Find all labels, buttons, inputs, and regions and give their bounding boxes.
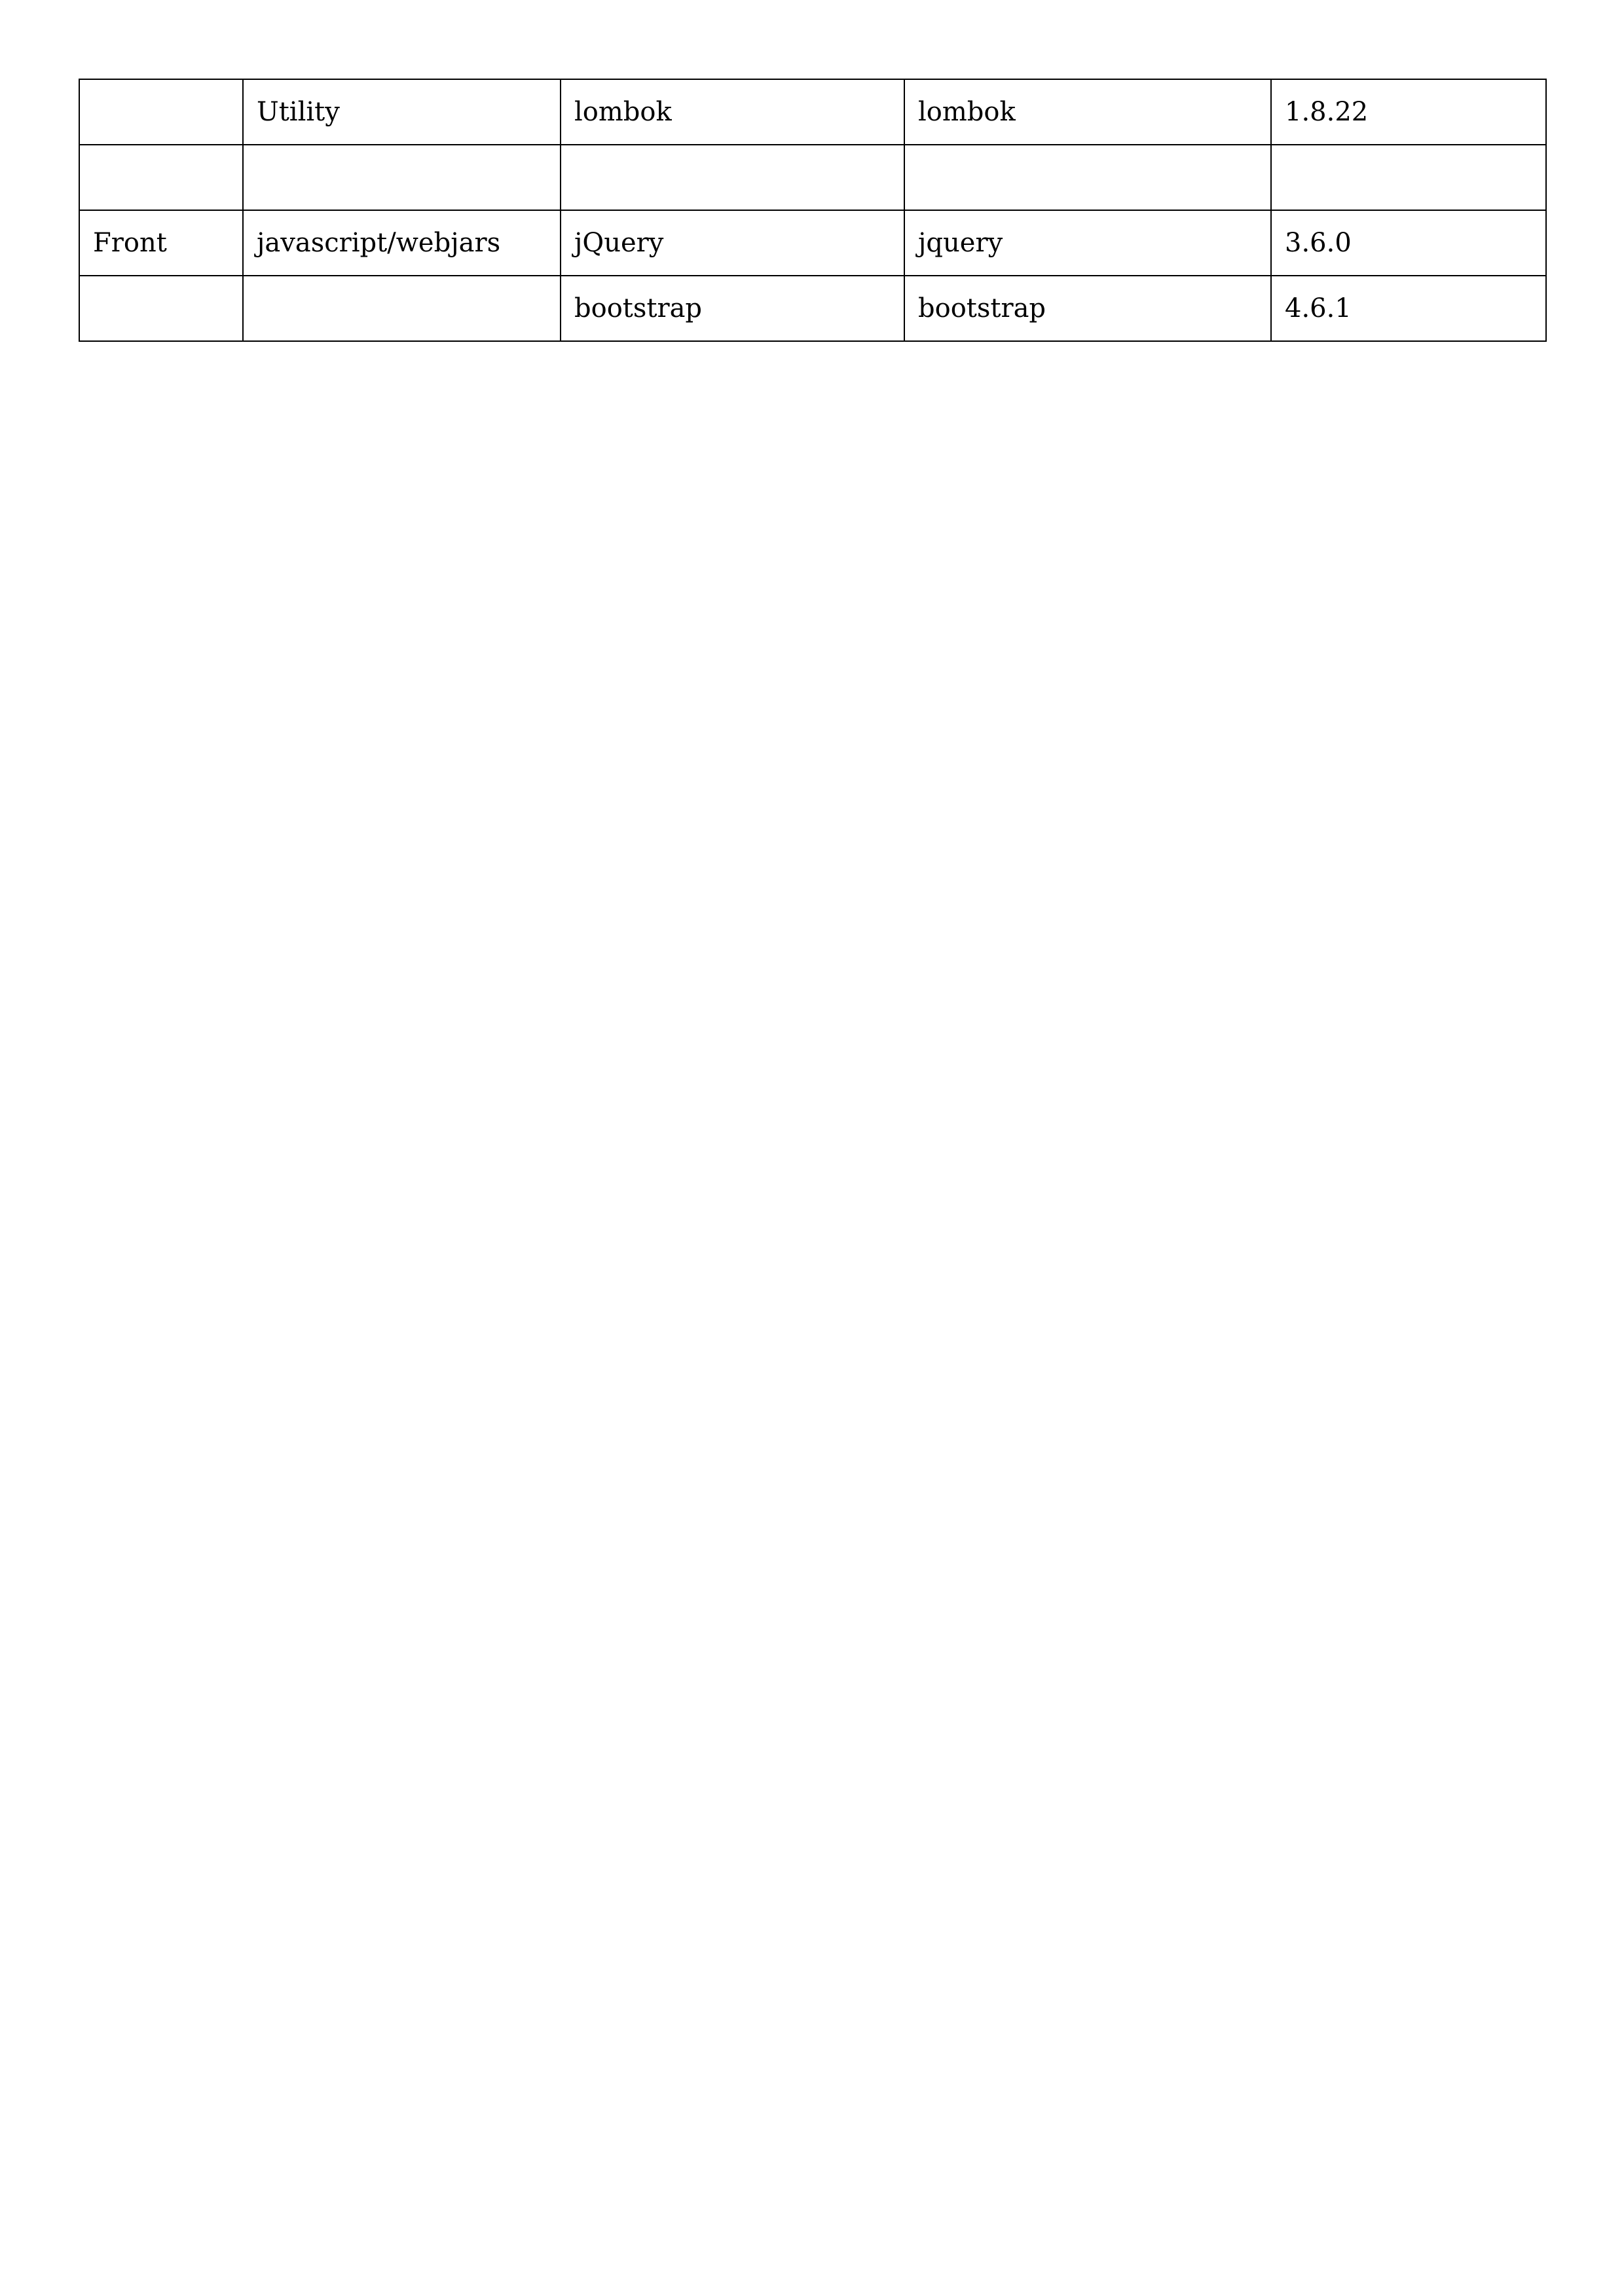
table-cell-type — [243, 145, 561, 210]
table-cell-technology — [561, 145, 904, 210]
table-cell-category — [79, 276, 243, 341]
table-row — [79, 79, 1546, 145]
table-cell-version: 1.8.22 — [1271, 79, 1546, 145]
table-cell-artifact: jquery — [904, 210, 1271, 276]
table-cell-category — [79, 145, 243, 210]
technology-stack-table — [79, 79, 1547, 342]
table-cell-type: javascript/webjars — [243, 210, 561, 276]
table-row — [79, 145, 1546, 210]
table-cell-version — [1271, 145, 1546, 210]
table-cell-artifact — [904, 145, 1271, 210]
table-cell-type: Utility — [243, 79, 561, 145]
table-cell-version: 3.6.0 — [1271, 210, 1546, 276]
table-cell-type — [243, 276, 561, 341]
table-cell-artifact: bootstrap — [904, 276, 1271, 341]
table-cell-technology: jQuery — [561, 210, 904, 276]
table-cell-category — [79, 79, 243, 145]
table-row — [79, 276, 1546, 341]
table-cell-version: 4.6.1 — [1271, 276, 1546, 341]
table-cell-category: Front — [79, 210, 243, 276]
table-cell-technology: bootstrap — [561, 276, 904, 341]
table-cell-artifact: lombok — [904, 79, 1271, 145]
table-row — [79, 210, 1546, 276]
table-cell-technology: lombok — [561, 79, 904, 145]
